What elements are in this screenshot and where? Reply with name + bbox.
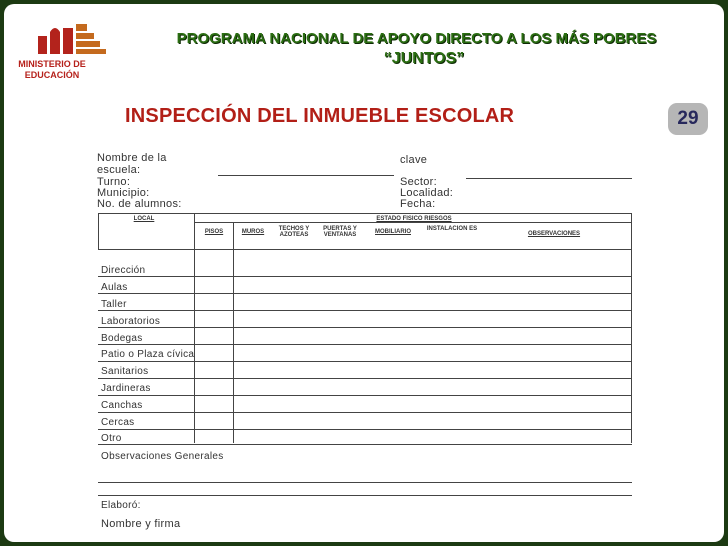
table-header-border	[98, 249, 632, 250]
field-label-municipio: Municipio:	[97, 187, 150, 199]
col-instalaciones: INSTALACION ES	[426, 226, 478, 232]
header-estado-fisico: ESTADO FISICO RIESGOS	[376, 216, 452, 222]
program-subtitle: “JUNTOS”	[383, 50, 465, 67]
col-puertas: PUERTAS Y VENTANAS	[323, 226, 357, 238]
row-line	[98, 310, 632, 311]
col-mobiliario: MOBILIARIO	[375, 229, 411, 235]
field-label-school-name-1: Nombre de la	[97, 152, 167, 164]
row-line	[98, 395, 632, 396]
row-line	[98, 429, 632, 430]
field-label-fecha: Fecha:	[400, 198, 436, 210]
field-label-sector: Sector:	[400, 176, 437, 188]
field-label-localidad: Localidad:	[400, 187, 454, 199]
field-line-clave	[466, 178, 632, 179]
field-label-clave: clave	[400, 154, 428, 166]
header-local: LOCAL	[133, 216, 155, 222]
ministry-line-2: EDUCACIÓN	[24, 70, 80, 80]
ministry-line-1: MINISTERIO DE	[18, 59, 86, 69]
row-line	[98, 293, 632, 294]
observations-line-1	[98, 482, 632, 483]
nombre-firma-label: Nombre y firma	[101, 518, 181, 530]
row-label-sanitarios: Sanitarios	[101, 366, 149, 377]
slide-number-badge: 29	[668, 103, 708, 135]
row-line	[98, 344, 632, 345]
row-line	[98, 412, 632, 413]
col-techos: TECHOS Y AZOTEAS	[278, 226, 310, 238]
table-subheader-border	[194, 222, 631, 223]
table-right-border	[631, 213, 632, 443]
elaboro-label: Elaboró:	[101, 500, 141, 511]
inspection-form	[4, 4, 724, 542]
row-label-bodegas: Bodegas	[101, 333, 143, 344]
col-muros: MUROS	[241, 229, 265, 235]
row-label-cercas: Cercas	[101, 417, 135, 428]
page-title: INSPECCIÓN DEL INMUEBLE ESCOLAR	[125, 105, 515, 127]
row-line	[98, 361, 632, 362]
field-label-turno: Turno:	[97, 176, 131, 188]
row-label-otro: Otro	[101, 433, 122, 444]
row-label-aulas: Aulas	[101, 282, 128, 293]
field-label-alumnos: No. de alumnos:	[97, 198, 182, 210]
row-label-taller: Taller	[101, 299, 127, 310]
table-divider-local	[194, 213, 195, 443]
table-divider-pisos	[233, 222, 234, 443]
row-line	[98, 327, 632, 328]
row-label-laboratorios: Laboratorios	[101, 316, 161, 327]
col-pisos: PISOS	[204, 229, 224, 235]
row-line	[98, 378, 632, 379]
field-line-escuela	[218, 175, 394, 176]
table-top-border	[98, 213, 632, 214]
row-label-direccion: Dirección	[101, 265, 146, 276]
field-label-school-name-2: escuela:	[97, 164, 141, 176]
col-observaciones: OBSERVACIONES	[527, 231, 581, 237]
row-line	[98, 444, 632, 445]
row-label-jardineras: Jardineras	[101, 383, 151, 394]
general-observations-label: Observaciones Generales	[101, 451, 224, 462]
slide	[4, 4, 724, 542]
program-title: PROGRAMA NACIONAL DE APOYO DIRECTO A LOS MÁS POBRES	[176, 30, 657, 47]
row-line	[98, 276, 632, 277]
table-left-border	[98, 213, 99, 249]
row-label-canchas: Canchas	[101, 400, 143, 411]
observations-line-2	[98, 495, 632, 496]
row-label-patio: Patio o Plaza cívica	[101, 349, 195, 360]
